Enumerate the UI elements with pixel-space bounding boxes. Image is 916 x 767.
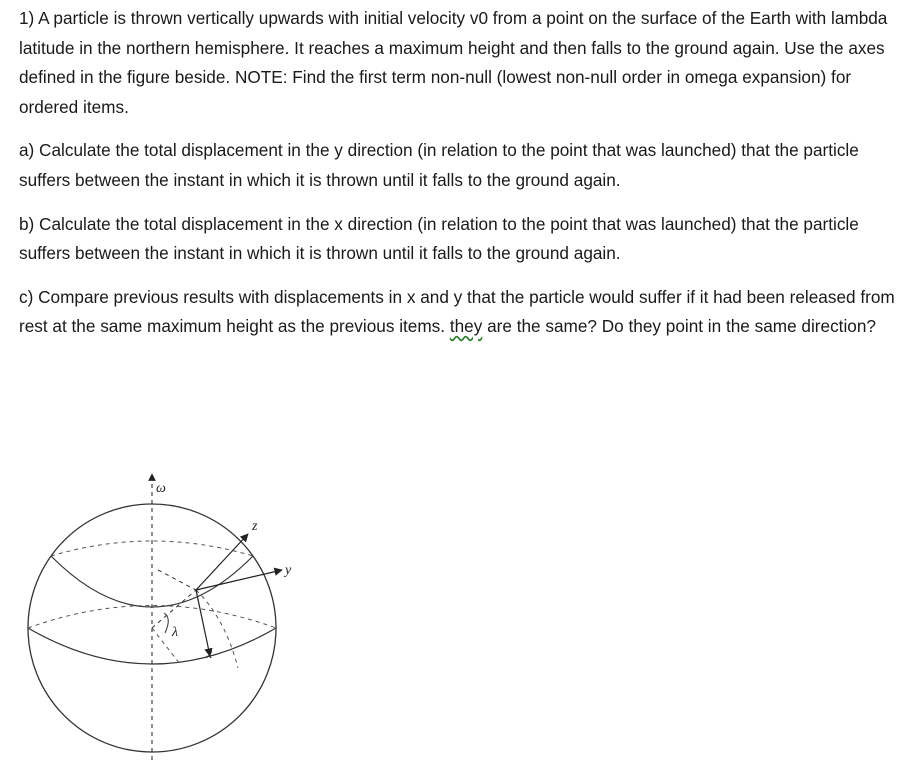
y-label: y <box>285 563 292 578</box>
part-c-text-end: are the same? Do they point in the same direction? <box>482 316 876 337</box>
z-axis-arrow <box>196 534 248 590</box>
equator-back <box>28 606 276 629</box>
problem-intro: 1) A particle is thrown vertically upwards with initial velocity v0 from a point on the surface of the Earth with lambda latitude in the northern hemisphere. It reaches a maximum height and then falls to the ground again. Use the axes defined in the figure beside. NOTE: Find the first term non-null (lowest non-null order in omega expansion) for ordered items. <box>19 8 888 117</box>
problem-text <box>19 4 904 356</box>
omega-label: ω <box>156 481 166 496</box>
meridian-segment <box>158 570 196 590</box>
radius-line <box>152 590 196 628</box>
part-a: a) Calculate the total displacement in the y direction (in relation to the point that was launched) that the particle suffers between the instant in which it is thrown until it falls to the ground again. <box>19 140 859 190</box>
earth-axes-diagram <box>20 468 320 764</box>
z-label: z <box>252 519 258 534</box>
lambda-label: λ <box>172 625 179 640</box>
part-c <box>19 283 904 342</box>
spellcheck-flagged-word: they <box>449 316 483 337</box>
part-c-text: c) Compare previous results with displacements in x and y that the particle would suffer if it had been released from rest at the same maximum height as the previous items. <box>19 286 895 337</box>
x-label: x <box>206 647 213 662</box>
part-b: b) Calculate the total displacement in the x direction (in relation to the point that was launched) that the particle suffers between the instant in which it is thrown until it falls to the ground again. <box>19 213 859 264</box>
meridian-arc <box>196 590 238 668</box>
